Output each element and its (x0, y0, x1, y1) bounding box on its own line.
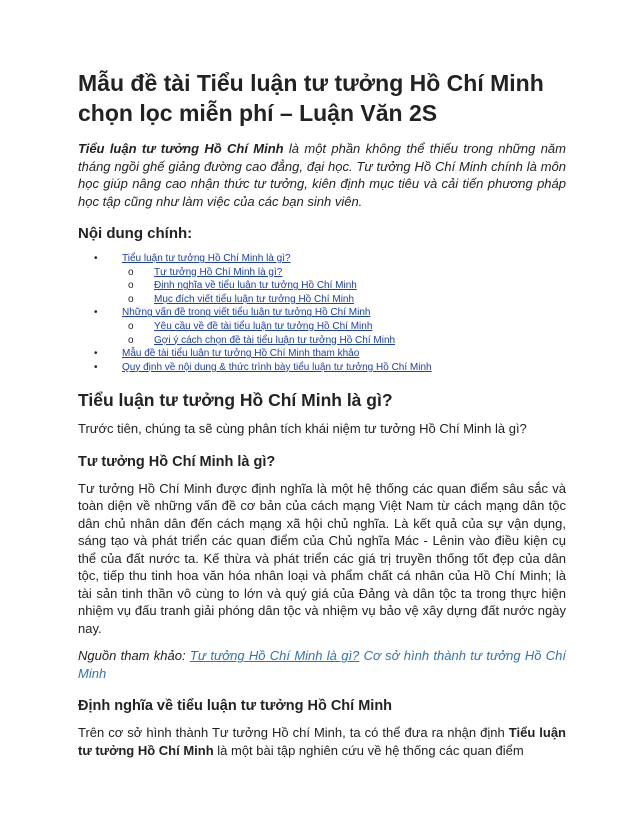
definition-text: Trên cơ sở hình thành Tư tưởng Hồ chí Minh, ta có thể đưa ra nhận định (78, 725, 509, 741)
source-suffix: Cơ sở hình thành tư tưởng Hồ Chí Minh (78, 648, 566, 681)
intro-bold: Tiểu luận tư tưởng Hồ Chí Minh (78, 141, 284, 156)
toc-sublink[interactable]: Gợi ý cách chọn đề tài tiểu luận tư tưởng Hồ Chí Minh (154, 334, 396, 346)
toc-item (78, 252, 566, 306)
toc-link[interactable]: Quy định về nội dung & thức trình bày tiểu luận tư tưởng Hồ Chí Minh (122, 361, 432, 373)
page-title: Mẫu đề tài Tiểu luận tư tưởng Hồ Chí Minh chọn lọc miễn phí – Luận Văn 2S (78, 70, 544, 126)
toc-link[interactable]: Tiểu luận tư tưởng Hồ Chí Minh là gì? (122, 253, 291, 264)
section-lead: Trước tiên, chúng ta sẽ cùng phân tích khái niệm tư tưởng Hồ Chí Minh là gì? (78, 421, 527, 437)
toc-subitem (122, 293, 566, 307)
section-body: Tư tưởng Hồ Chí Minh được định nghĩa là một hệ thống các quan điểm sâu sắc và toàn diện về những vấn đề cơ bản của cách mạng Việt Nam từ cách mạng dân tộc dân chủ nhân dân đến cách mạng xã hội chủ nghĩa. Là kết quả của sự vận dụng, sáng tạo và phát triển các quan điểm của Chủ nghĩa Mác - Lênin vào điều kiện cụ thể của đất nước ta. Kế thừa và phát triển các giá trị truyền thống tốt đẹp của dân tộc, tiếp thu tinh hoa văn hóa nhân loại và phẩm chất cá nhân của Hồ Chí Minh; là tài sản tinh thần vô cùng to lớn và quý giá của Đảng và dân tộc ta trong thực hiện nhiệm vụ đấu tranh giải phóng dân tộc và nhiệm vụ bảo vệ xây dựng đất nước ngày nay. (78, 480, 566, 636)
toc-item (78, 306, 566, 347)
definition-text-tail: là một bài tập nghiên cứu về hệ thống các quan điểm (213, 742, 524, 758)
toc-item (78, 347, 566, 361)
definition-paragraph (78, 724, 566, 759)
source-reference (78, 647, 566, 682)
toc-sublist (122, 266, 566, 307)
toc-subitem (122, 320, 566, 334)
toc-subitem (122, 334, 566, 348)
toc-link[interactable]: Mẫu đề tài tiểu luận tư tưởng Hồ Chí Minh tham khảo (122, 348, 360, 360)
source-prefix: Nguồn tham khảo: (78, 648, 190, 664)
toc-sublist (122, 320, 566, 347)
toc-subitem (122, 266, 566, 280)
toc-link[interactable]: Những vấn đề trong viết tiểu luận tư tưởng Hồ Chí Minh (122, 307, 371, 319)
toc-sublink[interactable]: Tư tưởng Hồ Chí Minh là gì? (154, 266, 283, 278)
definition-bold: Tiểu luận tư tưởng Hồ Chí Minh (78, 725, 566, 758)
toc-sublink[interactable]: Mục đích viết tiểu luận tư tưởng Hồ Chí Minh (154, 293, 355, 305)
intro-paragraph (78, 140, 566, 210)
section-heading-definition: Định nghĩa về tiểu luận tư tưởng Hồ Chí Minh (78, 698, 393, 715)
section-heading-what-is-essay: Tiểu luận tư tưởng Hồ Chí Minh là gì? (78, 390, 393, 411)
toc-item (78, 361, 566, 375)
toc-subitem (122, 279, 566, 293)
toc-sublink[interactable]: Yêu cầu về đề tài tiểu luận tư tưởng Hồ Chí Minh (154, 320, 373, 332)
table-of-contents (78, 252, 566, 374)
intro-text: là một phần không thể thiếu trong những năm tháng ngồi ghế giảng đường cao đẳng, đại học. Tư tưởng Hồ Chí Minh chính là môn học giúp nâng cao nhận thức tư tưởng, kiên định mục tiêu và cải tiến phương pháp học tập cũng như làm việc của các bạn sinh viên. (78, 141, 566, 209)
toc-sublink[interactable]: Định nghĩa về tiểu luận tư tưởng Hồ Chí Minh (154, 280, 357, 292)
toc-heading: Nội dung chính: (78, 225, 193, 242)
source-link[interactable]: Tư tưởng Hồ Chí Minh là gì? (189, 648, 360, 664)
section-heading-what-is-thought: Tư tưởng Hồ Chí Minh là gì? (78, 453, 276, 470)
